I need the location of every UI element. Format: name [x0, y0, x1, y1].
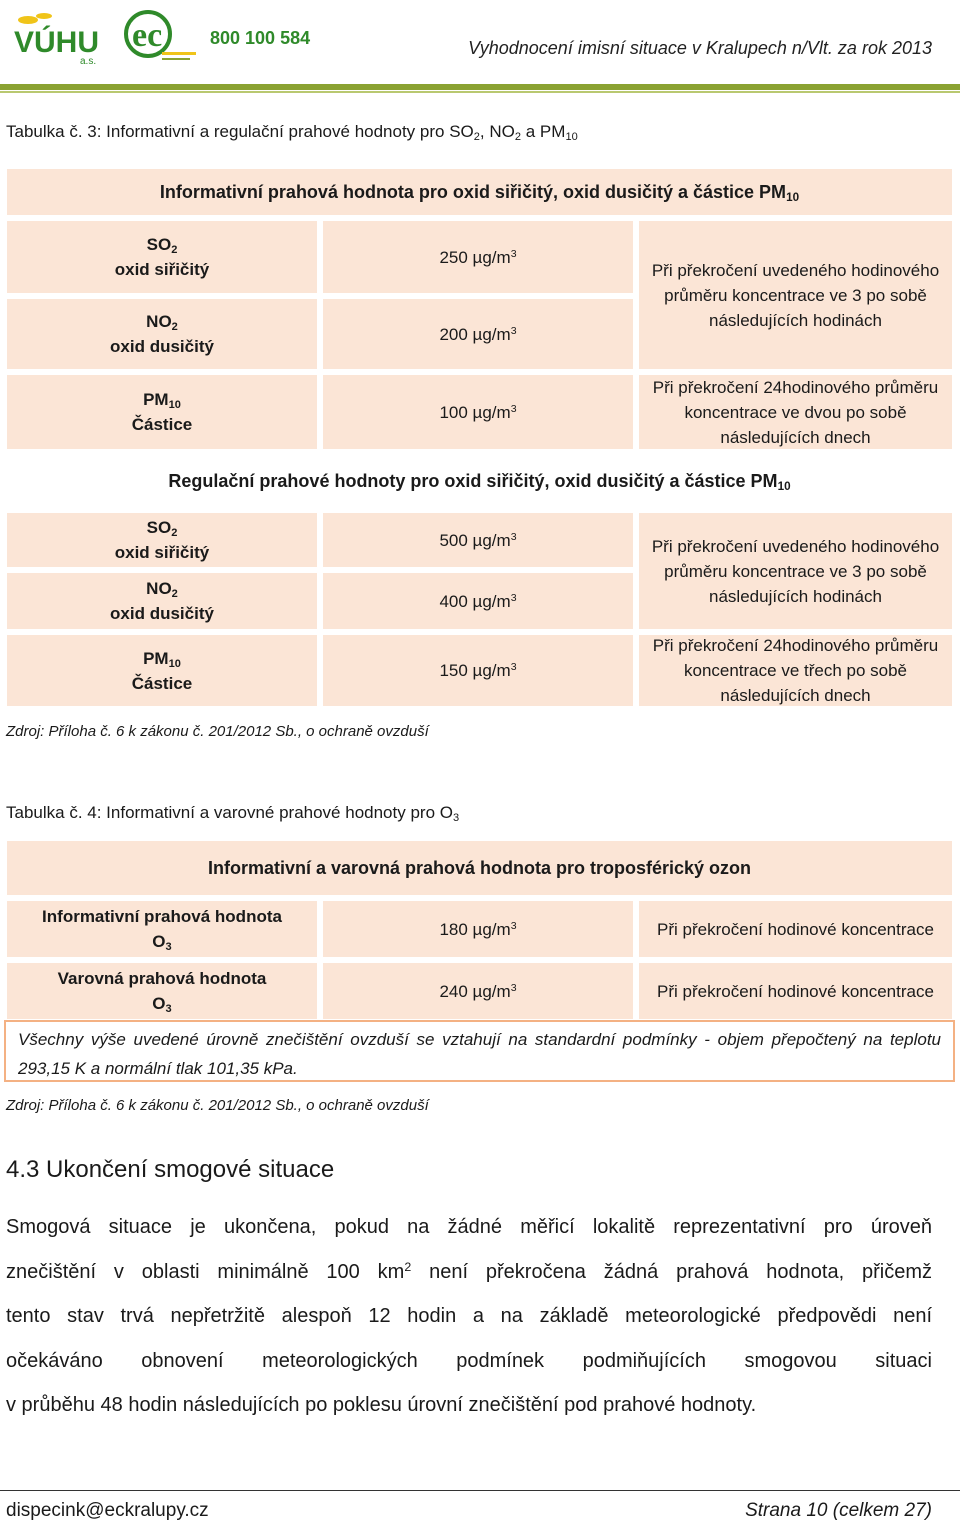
vuhu-logo: [14, 6, 104, 68]
no2-label: $NO_2$ oxid dusičitý: [4, 296, 320, 372]
reg-daily-condition: Při překročení 24hodinového průměru koncentrace ve třech po sobě následujících dnech: [636, 632, 955, 709]
table4-caption: Tabulka č. 4: Informativní a varovné prahové hodnoty pro $O_3$: [6, 803, 460, 824]
paragraph-line: znečištění v oblasti minimálně 100 $km^2$ není překročena žádná prahová hodnota, přičemž: [6, 1259, 932, 1283]
pm10-info-value: 100 $\mu g/m^3$: [320, 372, 636, 452]
section-heading: 4.3 Ukončení smogové situace: [6, 1156, 335, 1183]
o3-info-condition: Při překročení hodinové koncentrace: [636, 898, 955, 960]
table3-reg-header: Regulační prahové hodnoty pro oxid siřičitý, oxid dusičitý a částice $PM_{10}$: [168, 470, 791, 493]
paragraph-line: očekáváno obnovení meteorologických podmínek podmiňujících smogovou situaci: [6, 1349, 932, 1372]
phone-number: 800 100 584: [210, 28, 311, 48]
svg-text:ec: ec: [132, 17, 163, 54]
pm10-label: $PM_{10}$ Částice: [4, 372, 320, 452]
page-header: [0, 0, 960, 80]
so2-reg-label: $SO_2$ oxid siřičitý: [4, 510, 320, 570]
svg-text:VÚHU: VÚHU: [14, 26, 100, 59]
svg-text:a.s.: a.s.: [80, 56, 97, 67]
ec-logo: [122, 6, 198, 68]
table4-header: Informativní a varovná prahová hodnota pro troposférický ozon: [4, 838, 955, 898]
paragraph-line: tento stav trvá nepřetržitě alespoň 12 hodin a na základě meteorologické předpovědi není: [6, 1305, 932, 1328]
o3-alert-condition: Při překročení hodinové koncentrace: [636, 960, 955, 1022]
footer-email: dispecink@eckralupy.cz: [6, 1500, 209, 1521]
paragraph-line: Smogová situace je ukončena, pokud na žádné měřicí lokalitě reprezentativní pro úroveň: [6, 1216, 932, 1238]
table3-source: Zdroj: Příloha č. 6 k zákonu č. 201/2012 Sb., o ochraně ovzduší: [6, 723, 429, 740]
table4-note: Všechny výše uvedené úrovně znečištění ovzduší se vztahují na standardní podmínky - objem přepočtený na teplotu 293,15 K a normální tlak 101,35 kPa.: [4, 1020, 955, 1082]
no2-reg-value: 400 $\mu g/m^3$: [320, 570, 636, 632]
header-divider: [0, 84, 960, 90]
footer-divider: [0, 1490, 960, 1491]
header-divider-thin: [0, 91, 960, 93]
so2-label: $SO_2$ oxid siřičitý: [4, 218, 320, 296]
so2-info-value: 250 $\mu g/m^3$: [320, 218, 636, 296]
paragraph-line: v průběhu 48 hodin následujících po poklesu úrovní znečištění pod prahové hodnoty.: [6, 1394, 757, 1417]
page-number: Strana 10 (celkem 27): [745, 1500, 932, 1521]
alert-threshold-label: Varovná prahová hodnota $O_3$: [4, 960, 320, 1022]
section-paragraph: [6, 1205, 932, 1428]
no2-reg-label: $NO_2$ oxid dusičitý: [4, 570, 320, 632]
table4-source: Zdroj: Příloha č. 6 k zákonu č. 201/2012 Sb., o ochraně ovzduší: [6, 1097, 429, 1114]
info-threshold-label: Informativní prahová hodnota $O_3$: [4, 898, 320, 960]
pm10-reg-value: 150 $\mu g/m^3$: [320, 632, 636, 709]
reg-hourly-condition: Při překročení uvedeného hodinového průměru koncentrace ve 3 po sobě následujících hodinách: [636, 510, 955, 632]
so2-reg-value: 500 $\mu g/m^3$: [320, 510, 636, 570]
document-title: Vyhodnocení imisní situace v Kralupech n/Vlt. za rok 2013: [468, 38, 932, 58]
info-daily-condition: Při překročení 24hodinového průměru koncentrace ve dvou po sobě následujících dnech: [636, 372, 955, 452]
table3-caption: Tabulka č. 3: Informativní a regulační prahové hodnoty pro $SO_2$, $NO_2$ a $PM_{10}$: [6, 122, 578, 143]
o3-info-value: 180 $\mu g/m^3$: [320, 898, 636, 960]
pm10-reg-label: $PM_{10}$ Částice: [4, 632, 320, 709]
o3-alert-value: 240 $\mu g/m^3$: [320, 960, 636, 1022]
info-hourly-condition: Při překročení uvedeného hodinového průměru koncentrace ve 3 po sobě následujících hodinách: [636, 218, 955, 372]
no2-info-value: 200 $\mu g/m^3$: [320, 296, 636, 372]
table3-info-header: Informativní prahová hodnota pro oxid siřičitý, oxid dusičitý a částice $PM_{10}$: [4, 166, 955, 218]
